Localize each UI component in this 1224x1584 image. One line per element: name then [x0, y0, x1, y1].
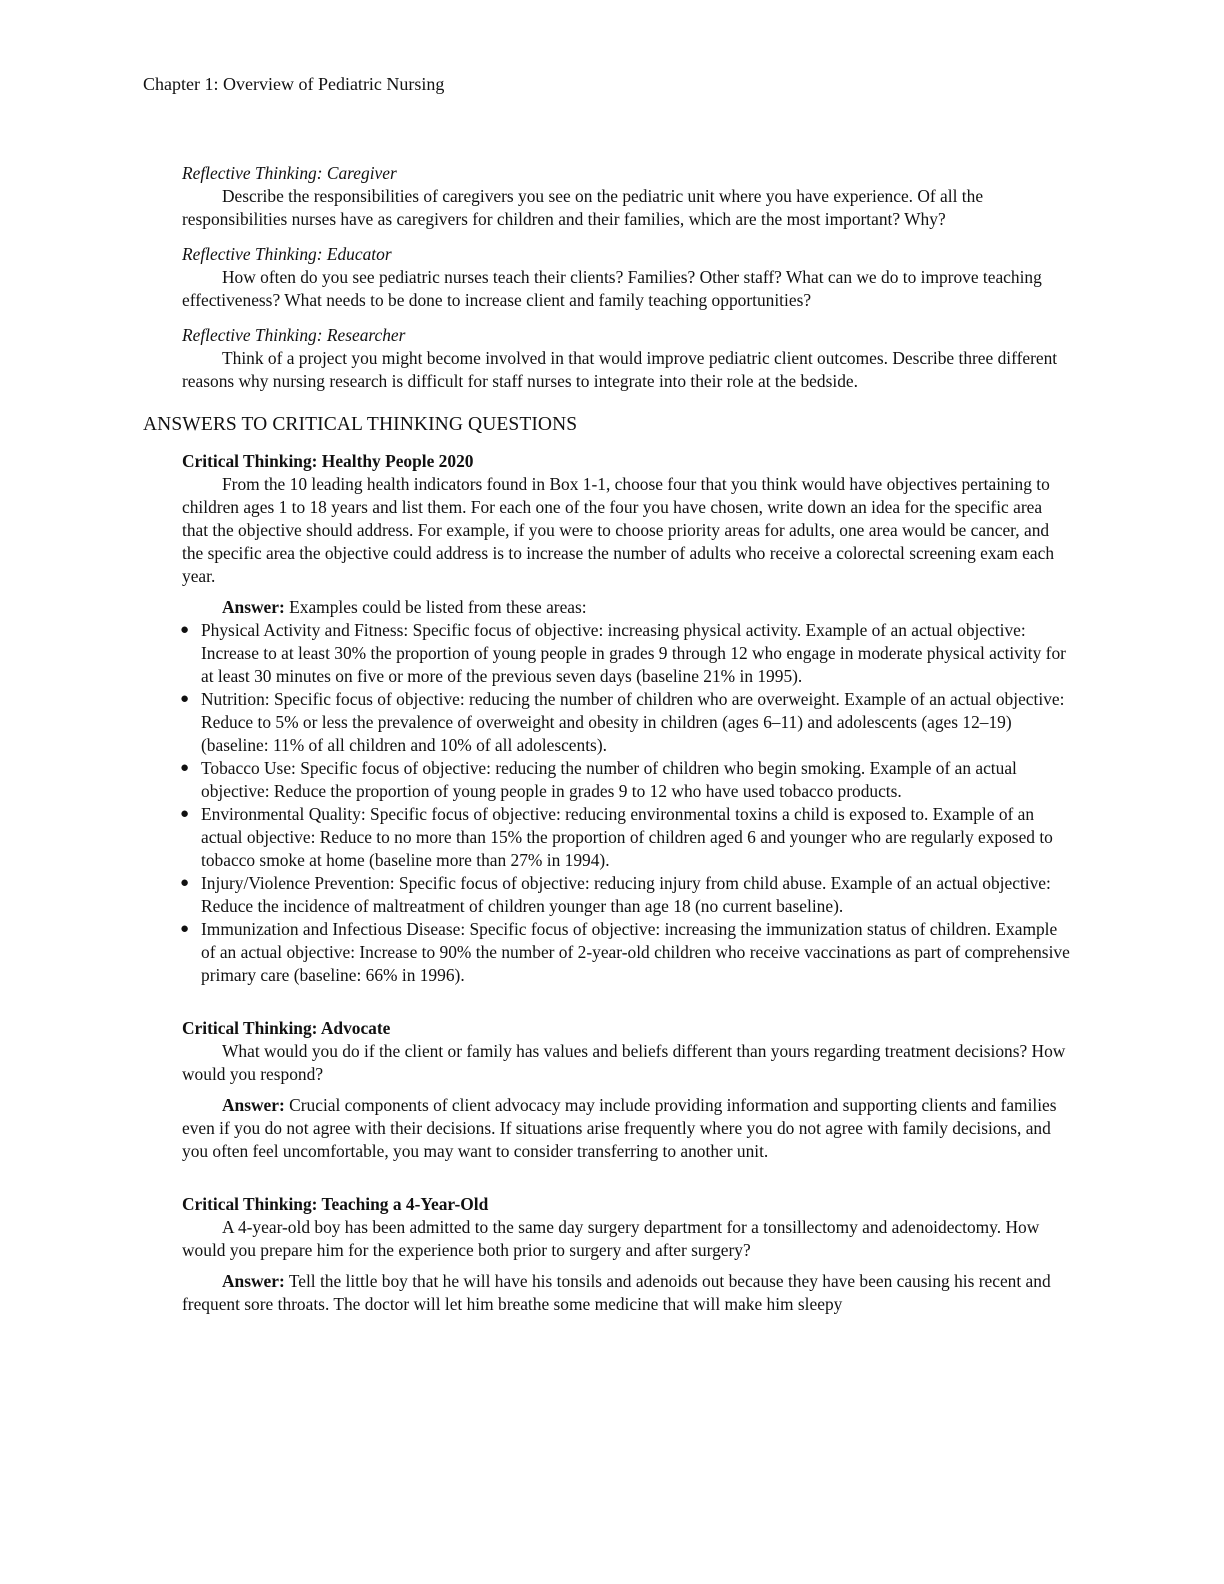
critical-healthy-people — [182, 450, 1072, 987]
reflective-educator-text: How often do you see pediatric nurses teach their clients? Families? Other staff? What can we do to improve teaching effectiveness? What needs to be done to increase client and family teaching opportunities? — [182, 267, 1042, 310]
list-item-text: Nutrition: Specific focus of objective: reducing the number of children who are overweight. Example of an actual objective: Reduce to 5% or less the prevalence of overweight and obesity in children (ages 6–11) and adolescents (ages 12–19) (baseline: 11% of all children and 10% of all adolescents). — [201, 689, 1065, 755]
healthy-bullet-list — [180, 619, 1070, 987]
critical-advocate — [182, 1017, 1072, 1163]
critical-advocate-title: Critical Thinking: Advocate — [182, 1018, 391, 1038]
list-item — [180, 619, 1070, 688]
list-item — [180, 688, 1070, 757]
reflective-educator-title: Reflective Thinking: Educator — [182, 244, 392, 264]
reflective-educator — [182, 243, 1072, 312]
reflective-caregiver-text: Describe the responsibilities of caregivers you see on the pediatric unit where you have experience. Of all the responsibilities nurses have as caregivers for children and their families, which are the most important? Why? — [182, 186, 984, 229]
critical-healthy-answer — [182, 596, 1072, 619]
critical-teaching — [182, 1193, 1072, 1316]
reflective-researcher-title: Reflective Thinking: Researcher — [182, 325, 406, 345]
page-content — [143, 162, 1072, 1328]
reflective-caregiver — [182, 162, 1072, 231]
answer-label: Answer: — [222, 1095, 285, 1115]
answer-text: Tell the little boy that he will have his tonsils and adenoids out because they have been causing his recent and frequent sore throats. The doctor will let him breathe some medicine that will make him sleepy — [182, 1271, 1051, 1314]
answer-label: Answer: — [222, 597, 285, 617]
list-item-text: Physical Activity and Fitness: Specific focus of objective: increasing physical activity. Example of an actual objective: Increase to at least 30% the proportion of young people in grades 9 through 12 who engage in moderate physical activity for at least 30 minutes on five or more of the previous seven days (baseline 21% in 1995). — [201, 620, 1066, 686]
list-item-text: Injury/Violence Prevention: Specific focus of objective: reducing injury from child abuse. Example of an actual objective: Reduce the incidence of maltreatment of children younger than age 18 (no current baseline). — [201, 873, 1051, 916]
reflective-researcher-text: Think of a project you might become involved in that would improve pediatric client outcomes. Describe three different reasons why nursing research is difficult for staff nurses to integrate into their role at the bedside. — [182, 348, 1058, 391]
list-item-text: Immunization and Infectious Disease: Specific focus of objective: increasing the immunization status of children. Example of an actual objective: Increase to 90% the number of 2-year-old children who receive vaccinations as part of comprehensive primary care (baseline: 66% in 1996). — [201, 919, 1070, 985]
reflective-researcher — [182, 324, 1072, 393]
list-item-text: Environmental Quality: Specific focus of objective: reducing environmental toxins a child is exposed to. Example of an actual objective: Reduce to no more than 15% the proportion of children aged 6 and younger who are regularly exposed to tobacco smoke at home (baseline more than 27% in 1994). — [201, 804, 1053, 870]
list-item-text: Tobacco Use: Specific focus of objective: reducing the number of children who begin smoking. Example of an actual objective: Reduce the proportion of young people in grades 9 to 12 who have used tobacco products. — [201, 758, 1017, 801]
critical-healthy-title: Critical Thinking: Healthy People 2020 — [182, 451, 474, 471]
bullet-icon: ● — [180, 921, 190, 937]
list-item — [180, 757, 1070, 803]
critical-teaching-title: Critical Thinking: Teaching a 4-Year-Old — [182, 1194, 489, 1214]
reflective-caregiver-title: Reflective Thinking: Caregiver — [182, 163, 397, 183]
bullet-icon: ● — [180, 622, 190, 638]
critical-teaching-question: A 4-year-old boy has been admitted to the same day surgery department for a tonsillectomy and adenoidectomy. How would you prepare him for the experience both prior to surgery and after surgery? — [182, 1217, 1040, 1260]
critical-teaching-answer — [182, 1270, 1072, 1316]
critical-advocate-question: What would you do if the client or family has values and beliefs different than yours regarding treatment decisions? How would you respond? — [182, 1041, 1066, 1084]
critical-healthy-question: From the 10 leading health indicators found in Box 1-1, choose four that you think would have objectives pertaining to children ages 1 to 18 years and list them. For each one of the four you have chosen, write down an idea for the specific area that the objective should address. For example, if you were to choose priority areas for adults, one area would be cancer, and the specific area the objective could address is to increase the number of adults who receive a colorectal screening exam each year. — [182, 474, 1055, 586]
section-heading: ANSWERS TO CRITICAL THINKING QUESTIONS — [143, 414, 578, 435]
answer-text: Examples could be listed from these areas: — [284, 597, 587, 617]
bullet-icon: ● — [180, 875, 190, 891]
bullet-icon: ● — [180, 760, 190, 776]
list-item — [180, 918, 1070, 987]
list-item — [180, 872, 1070, 918]
answer-text: Crucial components of client advocacy may include providing information and supporting clients and families even if you do not agree with their decisions. If situations arise frequently where you do not agree with family decisions, and you often feel uncomfortable, you may want to consider transferring to another unit. — [182, 1095, 1057, 1161]
running-header: Chapter 1: Overview of Pediatric Nursing — [143, 74, 445, 94]
list-item — [180, 803, 1070, 872]
bullet-icon: ● — [180, 691, 190, 707]
bullet-icon: ● — [180, 806, 190, 822]
answer-label: Answer: — [222, 1271, 285, 1291]
critical-advocate-answer — [182, 1094, 1072, 1163]
